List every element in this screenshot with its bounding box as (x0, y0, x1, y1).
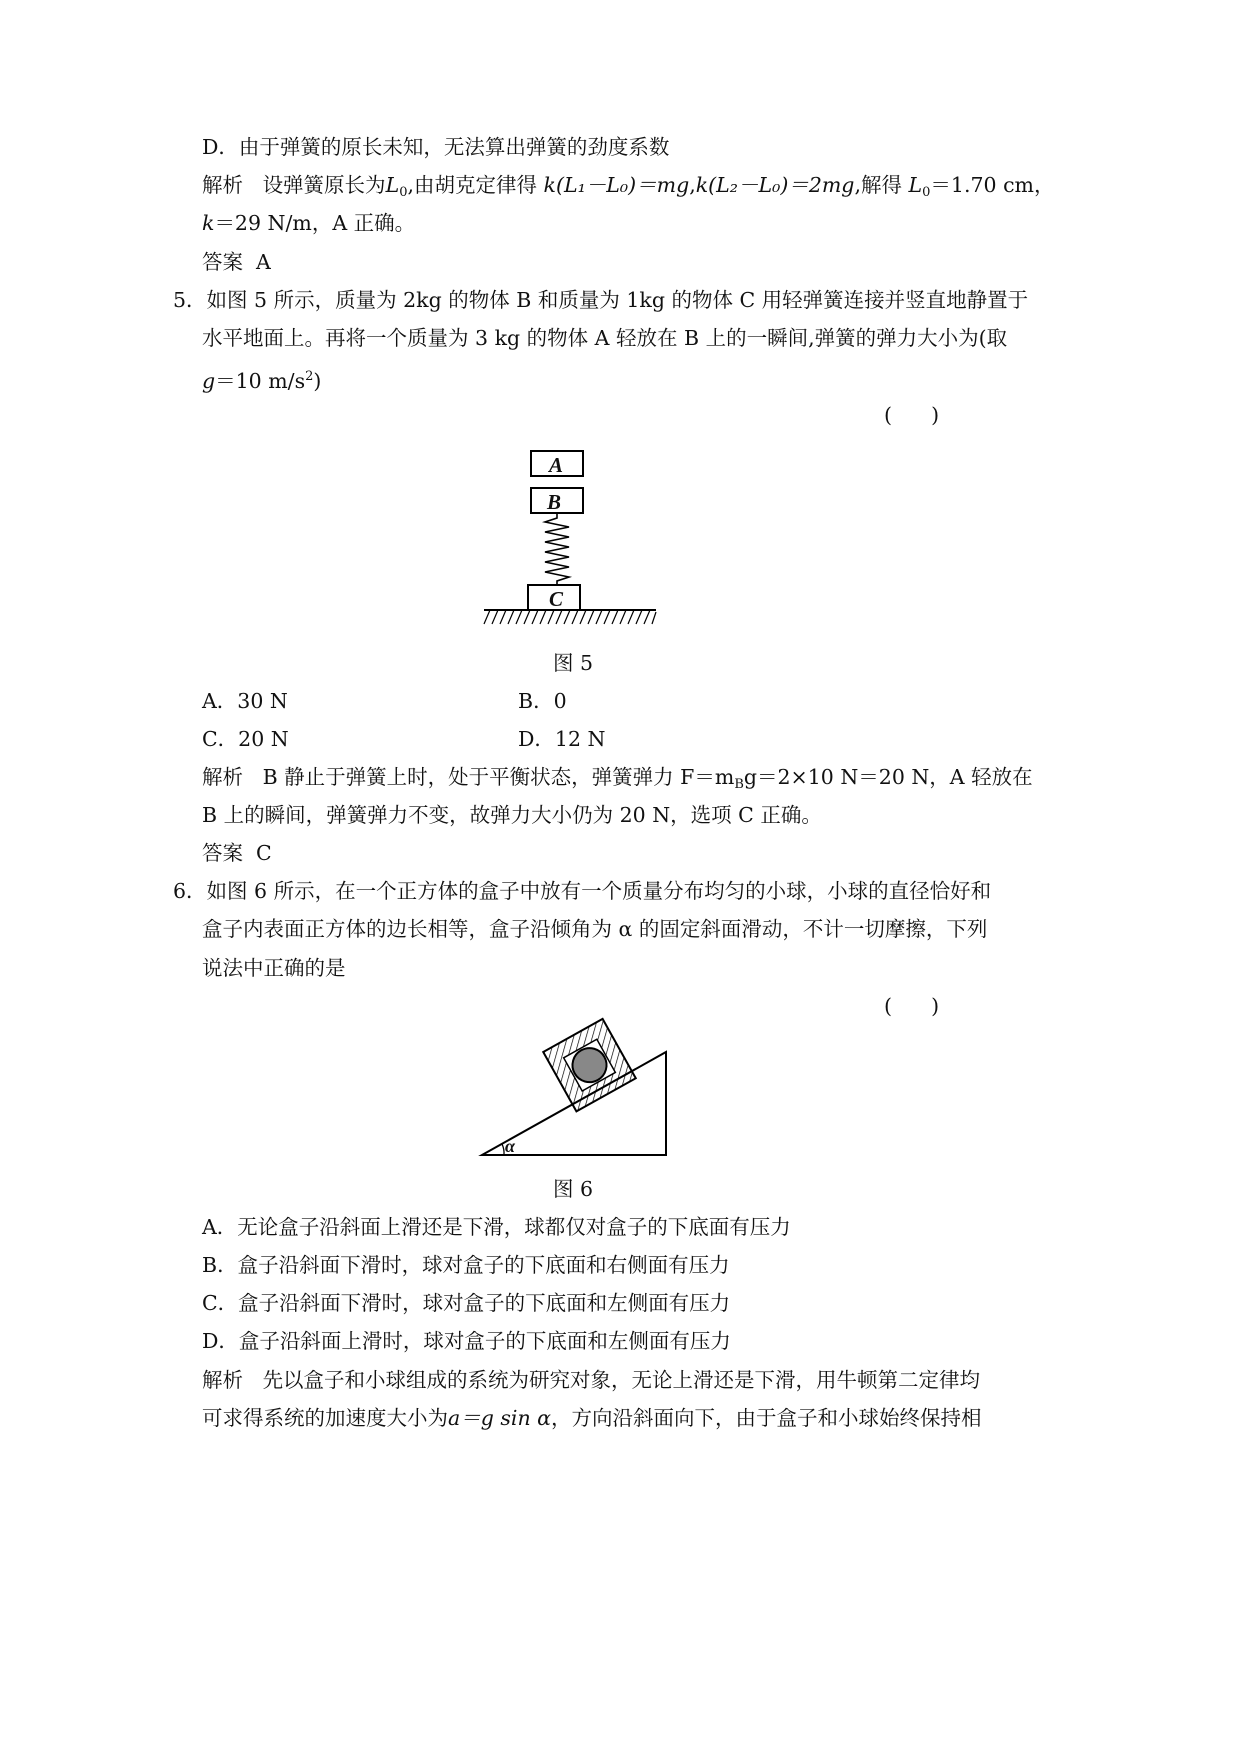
q5-analysis-line1: 解析 B 静止于弹簧上时，处于平衡状态，弹簧弹力 $F=m_Bg=2\times 10$ N＝20 N，A 轻放在 (202, 765, 1033, 792)
analysis-label: 解析 (202, 765, 243, 789)
q6-analysis-line1: 解析 先以盒子和小球组成的系统为研究对象，无论上滑还是下滑，用牛顿第二定律均 (202, 1368, 981, 1392)
q5-stem-line1: 5．如图 5 所示，质量为 2kg 的物体 B 和质量为 1kg 的物体 C 用轻弹簧连接并竖直地静置于 (173, 288, 1029, 312)
q6-option-b: B．盒子沿斜面下滑时，球对盒子的下底面和右侧面有压力 (202, 1253, 730, 1277)
answer-value: C (256, 841, 272, 865)
spring (545, 513, 569, 585)
q6-option-d: D．盒子沿斜面上滑时，球对盒子的下底面和左侧面有压力 (202, 1329, 731, 1353)
answer-label: 答案 (202, 250, 243, 274)
q6-stem-line1: 6．如图 6 所示，在一个正方体的盒子中放有一个质量分布均匀的小球，小球的直径恰好和 (173, 879, 992, 903)
q5-option-b: B．0 (518, 689, 567, 713)
q6-option-a: A．无论盒子沿斜面上滑还是下滑，球都仅对盒子的下底面有压力 (202, 1215, 791, 1239)
q6-option-c: C．盒子沿斜面下滑时，球对盒子的下底面和左侧面有压力 (202, 1291, 731, 1315)
q6-stem-line3: 说法中正确的是 (202, 956, 346, 980)
label-a: A (549, 453, 564, 477)
q5-analysis-line2: B 上的瞬间，弹簧弹力不变，故弹力大小仍为 20 N，选项 C 正确。 (202, 803, 822, 827)
q5-answer-blank: ( ) (884, 403, 940, 427)
analysis-label: 解析 (202, 1368, 243, 1392)
figure-5 (480, 448, 660, 633)
q5-option-c: C．20 N (202, 727, 289, 751)
q5-stem-line2: 水平地面上。再将一个质量为 3 kg 的物体 A 轻放在 B 上的一瞬间,弹簧的弹力大小为(取 (202, 326, 1008, 350)
figure-6-caption: 图 6 (553, 1177, 594, 1201)
answer-value: A (256, 250, 271, 274)
q4-option-d: D．由于弹簧的原长未知，无法算出弹簧的劲度系数 (202, 135, 670, 159)
answer-label: 答案 (202, 841, 243, 865)
q6-analysis-line2: 可求得系统的加速度大小为a＝g sin α，方向沿斜面向下，由于盒子和小球始终保持相 (202, 1406, 982, 1430)
q5-stem-line3: g＝10 $m/s^2$) (202, 369, 322, 393)
analysis-label: 解析 (202, 173, 243, 197)
q5-option-a: A．30 N (202, 689, 288, 713)
label-c: C (549, 587, 564, 611)
ground-hatch (484, 610, 656, 624)
figure-5-caption: 图 5 (553, 651, 594, 675)
q5-option-d: D．12 N (518, 727, 606, 751)
q4-answer (202, 249, 271, 275)
q6-answer-blank: ( ) (884, 994, 940, 1018)
q6-stem-line2: 盒子内表面正方体的边长相等，盒子沿倾角为 α 的固定斜面滑动，不计一切摩擦，下列 (202, 917, 988, 941)
label-b: B (547, 490, 562, 514)
angle-label: α (505, 1136, 515, 1156)
q4-analysis-line1: 解析 设弹簧原长为$L_0$,由胡克定律得 k(L₁－L₀)＝mg,k(L₂－L₀)＝2mg,解得 $L_0=1.70$ cm， (202, 173, 1055, 200)
q5-answer (202, 840, 272, 866)
q4-analysis-line2: k＝29 N/m，A 正确。 (202, 211, 416, 235)
